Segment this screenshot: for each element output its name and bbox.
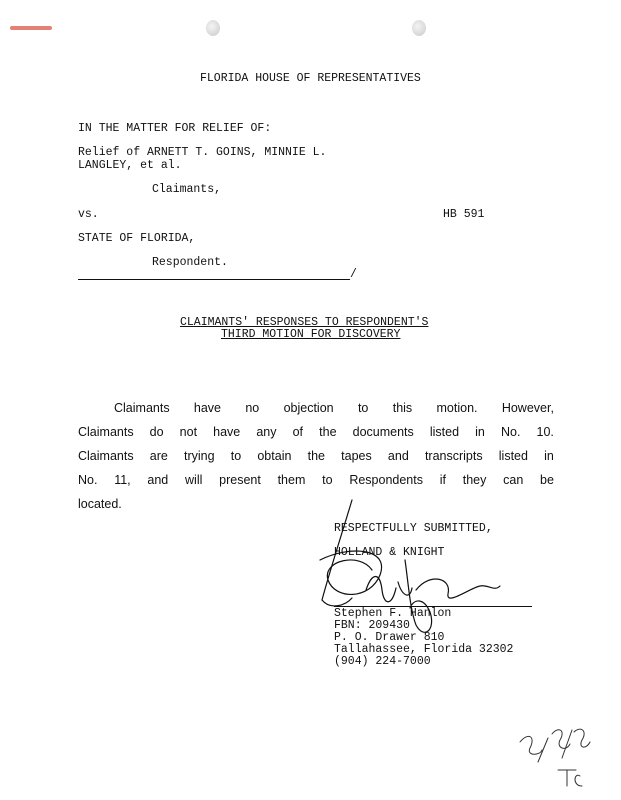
body-word: not [179, 425, 198, 439]
state-label: STATE OF FLORIDA, [78, 232, 196, 245]
body-word: do [149, 425, 164, 439]
body-word: and [147, 473, 169, 487]
body-word: No. [500, 425, 521, 439]
bill-number: HB 591 [443, 208, 485, 221]
body-word: Claimants [78, 449, 134, 463]
body-word: be [540, 473, 554, 487]
relief-line-1: Relief of ARNETT T. GOINS, MINNIE L. [78, 146, 327, 159]
address-line-1: P. O. Drawer 810 [334, 631, 445, 644]
body-word: them [277, 473, 306, 487]
body-word: No. [78, 473, 98, 487]
address-line-2: Tallahassee, Florida 32302 [334, 643, 514, 656]
body-word: obtain [257, 449, 292, 463]
body-word: this [392, 401, 413, 415]
body-word: will [185, 473, 203, 487]
firm-name: HOLLAND & KNIGHT [334, 546, 445, 559]
body-word: 10. [536, 425, 554, 439]
heading-line-1: CLAIMANTS' RESPONSES TO RESPONDENT'S [180, 316, 429, 329]
body-word: Respondents [349, 473, 423, 487]
body-word: Claimants [78, 425, 134, 439]
body-word: the [319, 425, 337, 439]
body-word: of [292, 425, 304, 439]
body-word: have [193, 401, 222, 415]
respondent-label: Respondent. [152, 256, 228, 269]
body-word: listed [429, 425, 460, 439]
body-word: to [230, 449, 242, 463]
body-word: to [357, 401, 369, 415]
body-word: they [462, 473, 487, 487]
handwritten-date-mark [520, 729, 590, 786]
body-word: listed [498, 449, 528, 463]
body-line-5: located. [78, 497, 122, 511]
body-word: documents [352, 425, 414, 439]
body-word: any [256, 425, 277, 439]
caption-slash: / [350, 268, 357, 281]
fbn-number: FBN: 209430 [334, 619, 410, 632]
phone-number: (904) 224-7000 [334, 655, 431, 668]
body-word: to [322, 473, 333, 487]
body-word: transcripts [424, 449, 483, 463]
signature-scrawl [320, 500, 500, 632]
body-word: trying [184, 449, 215, 463]
body-word: and [387, 449, 409, 463]
body-word: can [503, 473, 524, 487]
vs-label: vs. [78, 208, 99, 221]
body-word: if [439, 473, 446, 487]
body-word: in [544, 449, 554, 463]
relief-line-2: LANGLEY, et al. [78, 159, 182, 172]
body-word: the [307, 449, 325, 463]
body-word: motion. [436, 401, 478, 415]
body-word: objection [283, 401, 334, 415]
body-word: 11, [114, 473, 131, 487]
body-word: have [213, 425, 241, 439]
body-word: However, [501, 401, 554, 415]
document-title: FLORIDA HOUSE OF REPRESENTATIVES [200, 72, 421, 85]
heading-line-2: THIRD MOTION FOR DISCOVERY [221, 328, 401, 341]
claimants-label: Claimants, [152, 183, 222, 196]
body-word: tapes [341, 449, 372, 463]
respectfully-submitted: RESPECTFULLY SUBMITTED, [334, 522, 493, 535]
body-word: in [475, 425, 485, 439]
body-word: Claimants [114, 401, 170, 415]
attorney-name: Stephen F. Hanlon [334, 607, 452, 620]
body-word: no [245, 401, 260, 415]
body-word: are [149, 449, 168, 463]
body-word: present [219, 473, 261, 487]
matter-line: IN THE MATTER FOR RELIEF OF: [78, 122, 272, 135]
